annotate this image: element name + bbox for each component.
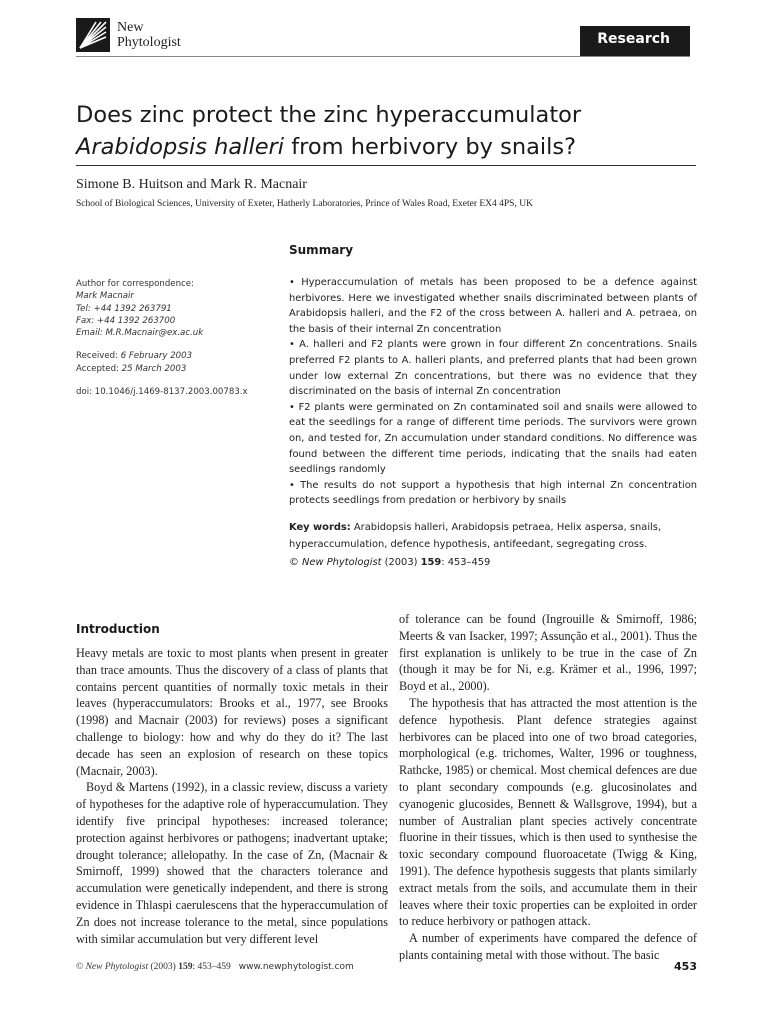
paragraph: Boyd & Martens (1992), in a classic review, discuss a variety of hypotheses for the adaptive role of hyperaccumulation. They identify five principal hypotheses: increased tolerance; protection against herbivores or pathogens; inadvertant uptake; drought tolerance; allelopathy. In the case of Zn, (Macnair & Smirnoff, 1999) showed that the characters tolerance and accumulation were genetically independent, and there is strong evidence in Thlaspi caerulescens that the hyperaccumulation of Zn does not increase tolerance to the metal, since populations with similar accumulation but very different level: [76, 780, 388, 946]
authors: Simone B. Huitson and Mark R. Macnair: [76, 177, 307, 192]
affiliation: School of Biological Sciences, University of Exeter, Hatherly Laboratories, Prince of Wales Road, Exeter EX4 4PS, UK: [76, 199, 533, 209]
footer-citation: © New Phytologist (2003) 159: 453–459 www.newphytologist.com: [76, 962, 354, 972]
accepted-date: Accepted: 25 March 2003: [76, 363, 187, 374]
paragraph: A number of experiments have compared the defence of plants containing metal with those without. The basic: [399, 931, 697, 962]
title-text: Does zinc protect the zinc hyperaccumulator: [76, 102, 582, 129]
keywords-list: Arabidopsis halleri, Arabidopsis petraea, Helix aspersa, snails, hyperaccumulation, defence hypothesis, antifeedant, segregating cross.: [289, 522, 662, 550]
header-rule: [76, 56, 690, 57]
footer-url[interactable]: www.newphytologist.com: [238, 962, 354, 972]
summary-bullet: • Hyperaccumulation of metals has been proposed to be a defence against herbivores. Here we investigated whether snails discriminated between plants of Arabidopsis halleri, and the F2 of the cross between A. halleri and A. petraea, on the basis of their internal Zn concentration: [289, 277, 697, 335]
title-text-end: from herbivory by snails?: [284, 134, 577, 161]
received-date: Received: 6 February 2003: [76, 351, 193, 362]
section-tab: Research: [580, 26, 690, 56]
title-species: Arabidopsis halleri: [76, 134, 285, 161]
citation: © New Phytologist (2003) 159: 453–459: [289, 557, 491, 568]
introduction-heading: Introduction: [76, 622, 160, 636]
body-column-right: [399, 611, 697, 964]
paragraph: Heavy metals are toxic to most plants when present in greater than trace amounts. Thus the discovery of a class of plants that contains percent quantities of normally toxic metals in their leaves (hyperaccumulators: Brooks et al., 1977, see Brooks (1998) and Macnair (2003) for reviews) poses a significant challenge to biology: how and why do they do it? The last decade has seen an explosion of research on these topics (Macnair, 2003).: [76, 646, 388, 778]
correspondence-name: Mark Macnair: [76, 291, 134, 302]
keywords: [289, 519, 697, 553]
paragraph: The hypothesis that has attracted the most attention is the defence hypothesis. Plant defence strategies against herbivores can be placed into one of two broad categories, morphological (e.g. trichomes, Walter, 1996 or toughness, Rathcke, 1985) or chemical. Most chemical defences are due to plant secondary compounds (e.g. glucosinolates and cyanogenic glucosides, Bennett & Wallsgrove, 1994), but a number of Australian plant species actively concentrate fluorine in their tissues, which is then used to synthesise the toxic secondary compound fluoroacetate (Twigg & King, 1991). The defence hypothesis suggests that plants similarly extract metals from the soils, and accumulate them in their leaves where their toxic properties can be exploited in order to reduce herbivory or pathogen attack.: [399, 695, 697, 929]
correspondence-fax: Fax: +44 1392 263700: [76, 315, 176, 326]
journal-name-line1: New: [117, 20, 144, 35]
article-metadata: [76, 278, 276, 398]
summary-bullet: • A. halleri and F2 plants were grown in four different Zn concentrations. Snails preferred F2 plants to A. halleri plants, and preferred plants that had been grown under low external Zn concentrations, but there was no evidence that they discriminated on the basis of internal Zn concentration: [289, 339, 697, 398]
correspondence-label: Author for correspondence:: [76, 279, 194, 289]
journal-name-line2: Phytologist: [117, 35, 181, 50]
correspondence-email: Email: M.R.Macnair@ex.ac.uk: [76, 328, 204, 339]
keywords-label: Key words:: [289, 522, 351, 533]
journal-logo: [76, 18, 181, 52]
paragraph: of tolerance can be found (Ingrouille & Smirnoff, 1986; Meerts & van Isacker, 1997; Assunção et al., 2001). Thus the first explanation is unlikely to be true in the case of Zn (though it may be for Ni, e.g. Krämer et al., 1996, 1997; Boyd et al., 2000).: [399, 612, 697, 694]
doi: doi: 10.1046/j.1469-8137.2003.00783.x: [76, 387, 248, 398]
title-rule: [76, 165, 696, 166]
summary-body: [289, 275, 697, 509]
summary-bullet: • The results do not support a hypothesis that high internal Zn concentration protects seedlings from predation or herbivory by snails: [289, 479, 697, 507]
journal-logo-icon: [76, 18, 110, 52]
page-number: 453: [674, 960, 697, 973]
body-column-left: [76, 645, 388, 947]
summary-heading: Summary: [289, 243, 354, 257]
article-title: [76, 99, 716, 163]
summary-bullet: • F2 plants were germinated on Zn contaminated soil and snails were allowed to eat the seedlings for a range of different time periods. The survivors were grown on, and tested for, Zn accumulation under standard conditions. No difference was found between the different time periods, indicating that the snails had eaten seedlings randomly: [289, 401, 697, 476]
correspondence-tel: Tel: +44 1392 263791: [76, 303, 172, 314]
